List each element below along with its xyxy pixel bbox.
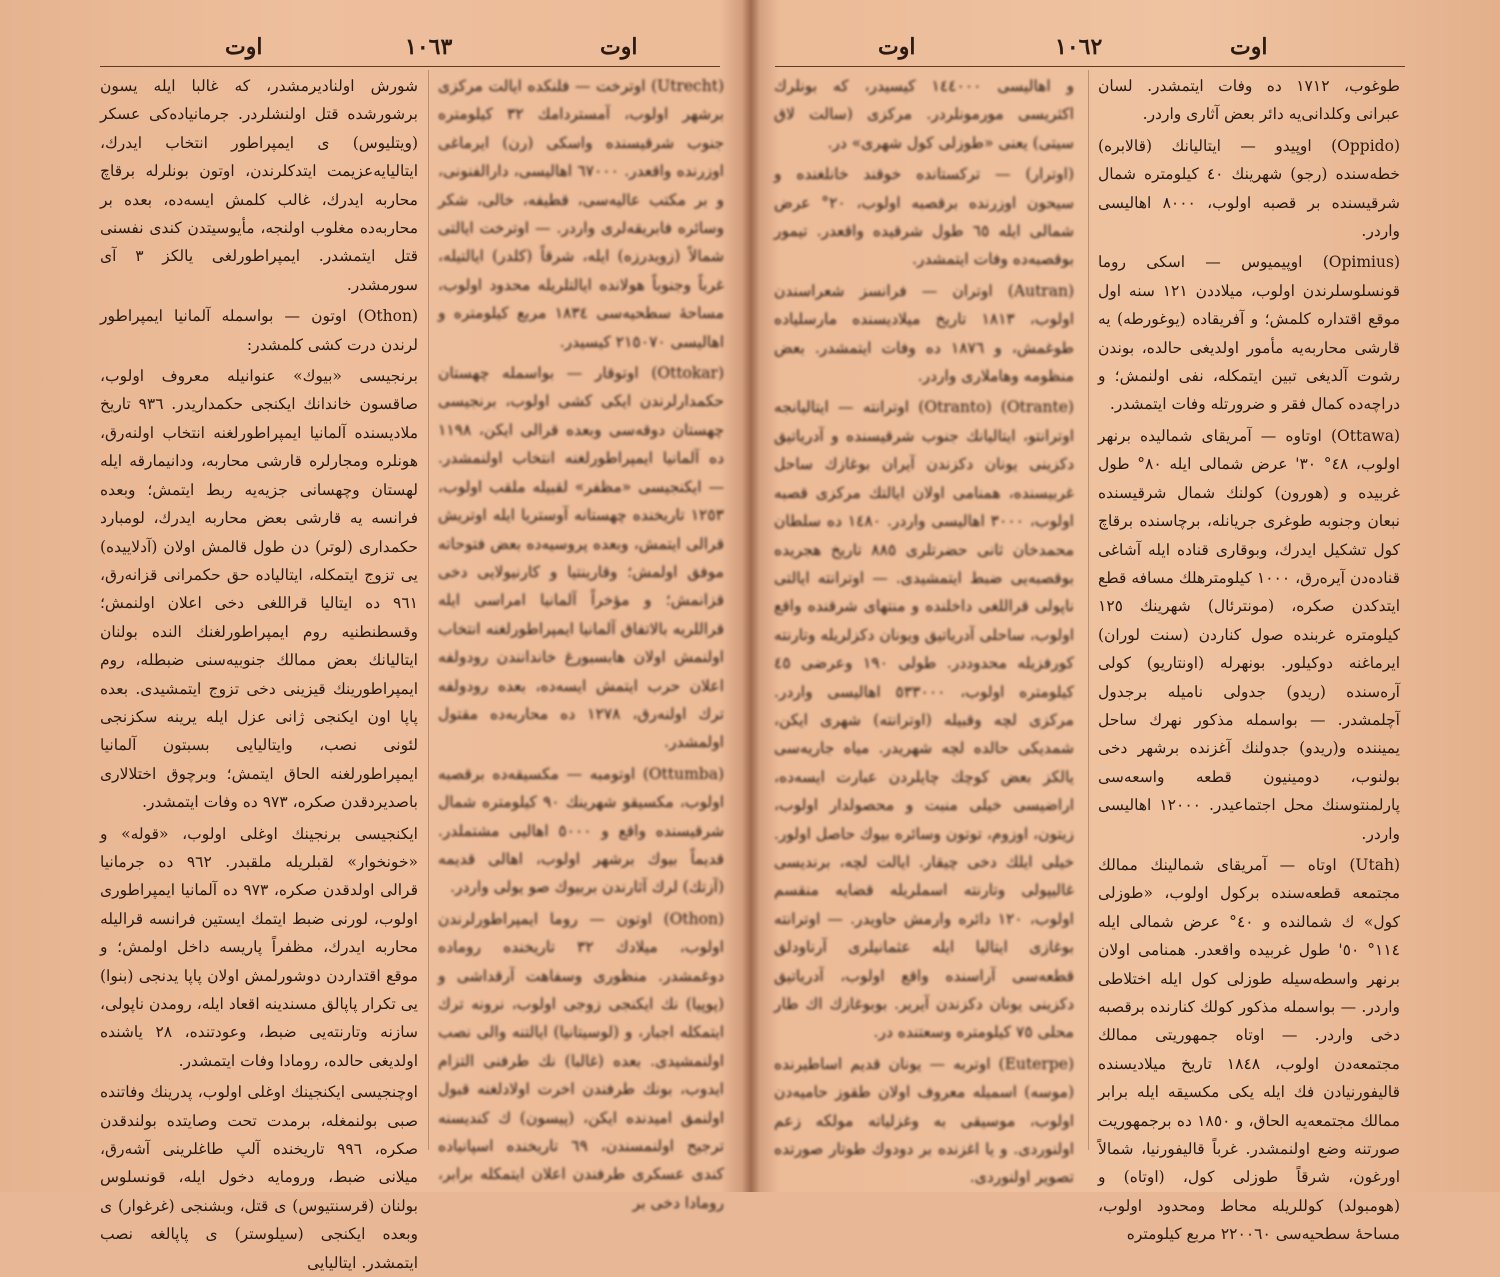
column-divider xyxy=(1088,70,1089,1150)
entry-ottumba: (Ottumba) اوتومبه — مكسیقه‌ده برقصبه اولوب، مكسیقو شهرینك ٩٠ كیلومتره شمال شرقیسنده واقع و ٥٠٠٠ اهالیی مشتملدر. قدیماً بیوك برشهر اولوب، اهالی قدیمه (آزتك) لرك آثارندن بربیوك صو یولی واردر. xyxy=(438,764,724,897)
entry-utah: (Utah) اوتاه — آمریقای شمالینك ممالك مجتمعه قطعه‌سنده بركول اولوب، «طوزلی كول» ك شمالنده و ٤٠° عرض شمالی ایله ١١٤° ٥٠' طول غربیده واقعدر. همنامی اولان برنهر واسطه‌سیله طوزلی كول ایله اختلاطی واردر. — بواسمله مذكور كولك كنارنده برقصبه دخی واردر. — اوتاه جمهوریتی ممالك مجتمعه‌دن اولوب، ١٨٤٨ تاریخ میلادیسنده قالیفورنیادن فك ایله یكی مكسیقه ایله برابر ممالك مجتمعه‌یه الحاق، و ١٨٥٠ ده برجمهوریت صورتنه وضع اولنمشدر. غرباً قالیفورنیا، شمالاً اورغون، شرقاً طوزلی كول، (اوتاه) و (هومبولد) كوللریله محاط ومحدود اولوب، مساحهٔ سطحیه‌سی ٢٢٠٠٦٠ مربع كیلومتره xyxy=(1098,855,1401,1244)
text-paragraph: و اهالیسی ١٤٤٠٠٠ كیسیدر، كه بونلرك اكثریسی مورمونلردر. مركزی (سالت لاق سیتی) یعنی «طوزلی كول شهری» در. xyxy=(774,77,1074,152)
left-page-inner-column xyxy=(438,72,724,1212)
right-page-header xyxy=(760,34,1500,68)
entry-otrar: (اوترار) — تركستانده خوقند خانلغنده و سیحون اوزرنده برقصبه اولوب، ٢٠° عرض شمالی ایله ٦٥ طول شرقیده واقعدر. تیمور بوقصبه‌ده وفات ایتمشدر. xyxy=(774,165,1075,269)
left-page xyxy=(0,0,742,1272)
header-rule xyxy=(775,66,1405,67)
page-number: ١٠٦٢ xyxy=(1055,34,1103,60)
entry-othon-heading: (Othon) اوتون — بواسمله آلمانیا ایمپراطور لرندن درت كشی كلمشدر: xyxy=(100,307,418,354)
entry-euterpe: (Euterpe) اوتربه — یونان قدیم اساطیرنده (موسه) اسمیله معروف اولان طقوز حامیه‌دن اولوب، موسیقی به وغزلیاته مولكه زعم اولنوردی. و یا اغزنده بر دودوك طوتار صورتده تصویر اولنوردی. xyxy=(774,1054,1074,1187)
header-rule xyxy=(100,66,720,67)
column-divider xyxy=(428,70,429,1150)
book-gutter xyxy=(742,0,760,1192)
running-head-outer: اوت xyxy=(1230,34,1268,60)
entry-opimius: (Opimius) اوپیمیوس — اسكی روما قونسلوسلرندن اولوب، میلاددن ١٢١ سنه اول موقع اقتداره كلمش؛ و آفریقاده (یوغورطه) یه قارشی محاربه‌یه مأمور اولدیغی حالده، بوندن رشوت آلدیغی تبین ایتمكله، نفی اولنمش؛ و دراچه‌ده كمال فقر و ضرورتله وفات ایتمشدر. xyxy=(1098,253,1400,414)
entry-autran: (Autran) اوتران — فرانسز شعراسندن اولوب، ١٨١٣ تاریخ میلادیسنده مارسلیاده طوغمش، و ١٨٧٦ ده وفات ایتمشدر. بعض منظومه وهاملاری واردر. xyxy=(774,281,1075,386)
left-page-outer-column xyxy=(100,72,419,1272)
running-head-inner: اوت xyxy=(600,34,638,60)
running-head-inner: اوت xyxy=(878,34,916,60)
text-paragraph: ایكنجیسی برنجینك اوغلی اولوب، «قوله» و «خونخوار» لقبلریله ملقبدر. ٩٦٢ ده جرمانیا قرالی اولدقدن صكره، ٩٧٣ ده آلمانیا ایمپراطوری اولوب، لورنی ضبط ایتمك ایستین فرانسه قرالیله محاربه ایدرك، مظفراً پاریسه داخل اولمش؛ و موقع اقتداردن دوشورلمش اولان پاپا یدنجی (بنوا) یی تكرار پاپالق مسندینه اقعاد ایله، رومدن ناپولی، سازنه وتارنته‌یی ضبط، وعودتنده، ٢٨ یاشنده اولدیغی حالده، رومادا وفات ایتمشدر. xyxy=(100,824,419,1070)
text-paragraph: شورش اولنادیرمشدر، كه غالبا ایله یسون برشورشده قتل اولنشلردر. جرمانیاده‌كی عسكر (ویتلیوس) ی ایمپراطور انتخاب ایدرك، ایتالیایه‌عزیمت ایتدكلرندن، اوتون بونلرله برقاچ محاربه ایدرك، غالب كلمش ایسه‌ده، بعده بر محاربه‌ده مغلوب اولنجه، مأیوسیتدن كندی نفسنی قتل ایتمشدر. ایمپراطورلغی یالكز ٣ آی سورمشدر. xyxy=(100,77,418,294)
right-page xyxy=(760,0,1500,1244)
entry-othon-roman: (Othon) اوتون — روما ایمپراطورلرندن اولوب، میلادك ٣٢ تاریخنده روماده دوغمشدر. منظوری وسفاهت آرقداشی و (پوپیا) نك ایكنجی زوجی اولوب، نرونه ترك ایتمكله اجبار، و (لوسیتانیا) ایالتنه والی نصب اولنمشیدی. بعده (غالبا) نك طرفنی التزام ایدوب، بونك طرفندن اخرت اولادلغنه قبول اولنمق امیدنده ایكن، (پیسون) ك كندیسنه ترجیح اولنمسندن، ٦٩ تاریخنده اسپانیاده كندی عسكری طرفندن اعلان ایتمكله برابر، رومادا دخی بر xyxy=(438,909,724,1212)
entry-oppido: (Oppido) اوپیدو — ایتالیانك (قالابره) خطه‌سنده (رجو) شهرینك ٤٠ كیلومتره شمال شرقیسنده بر قصبه اولوب، ٨٠٠٠ اهالیسی واردر. xyxy=(1098,136,1401,241)
page-number: ١٠٦٣ xyxy=(405,34,453,60)
text-paragraph: برنجیسی «بیوك» عنوانیله معروف اولوب، صاقسون خاندانك ایكنجی حكمداریدر. ٩٣٦ تاریخ ملادیسنده آلمانیا ایمپراطورلغنه انتخاب اولنه‌رق، هونلره ومجارلره قارشی محاربه، ودانیمارقه ایله لهستان وچهسانی جزیه‌یه ربط ایتمش؛ وبعده فرانسه یه قارشی بعض محاربه ایدرك، لومبارد حكمداری (لوتر) دن طول قالمش اولان (آدلاییده) یی تزوج ایتمكله، ایتالیاده حق حكمرانی قزانه‌رق، ٩٦١ ده ایتالیا قراللغی دخی اعلان اولنمش؛ وقسطنطنیه روم ایمپراطورلغنك النده بولنان ایتالیانك بعض ممالك جنوبیه‌سنی ضبطله، روم ایمپراطورینك قیزینی دخی تزوج ایتمشیدی. بعده پاپا اون ایكنجی ژانی عزل ایله یرینه سكزنجی لئونی نصب، وایتالیایی بسبتون آلمانیا ایمپراطورلغنه الحاق ایتمش؛ وبرچوق اختلالاری باصدیردقدن صكره، ٩٧٣ ده وفات ایتمشدر. xyxy=(100,367,418,812)
right-page-inner-column xyxy=(774,72,1075,1187)
entry-ottokar: (Ottokar) اوتوقار — بواسمله چهستان حكمدارلرندن ایكی كشی اولوب، برنجیسی چهستان دوقه‌سی وبعده قرالی ایكن، ١١٩٨ ده آلمانیا ایمپراطورلغنه انتخاب اولنمشدر. — ایكنجیسی «مظفر» لقبیله ملقب اولوب، ١٢٥٣ تاریخنده چهستانه آوستریا ایله اوتریش قرالی ایتمش، وبعده پروسیه‌ده بعض فتوحاته موفق اولمش؛ وقارینتیا و كارنیولایی دخی قزانمش؛ و مؤخراً آلمانیا امراسی ایله قراللریه بالاتفاق آلمانیا ایمپراطورلغنه انتخاب اولنمش اولان هابسبورغ خاندانندن رودولفه اعلان حرب ایتمش ایسه‌ده، بعده رودولفه ترك اولنه‌رق، ١٢٧٨ ده محاربه‌ده مقتول اولمشدر. xyxy=(438,364,724,752)
running-head-outer: اوت xyxy=(225,34,263,60)
entry-utrecht: (Utrecht) اوترخت — فلنكده ایالت مركزی برشهر اولوب، آمستردامك ٣٢ كیلومتره جنوب شرقیسنده واسكی (رن) ایرماغی اوزرنده واقعدر. ٦٧٠٠٠ اهالیسی، دارالفنونی، و بر مكتب عالیه‌سی، قطیفه، خالی، شكر وسائره فابریقه‌لری واردر. — اوترخت ایالتی شمالاً (زویدرزه) ایله، شرقاً (كلدر) ایالتیله، غرباً وجنوباً هولانده ایالتلریله محدود اولوب، مساحهٔ سطحیه‌سی ١٨٣٤ مربع كیلومتره و اهالیسی ٢١٥٠٧٠ كیسیدر. xyxy=(438,77,724,351)
entry-otranto: (Otrante) (Otranto) اوترانته — ایتالیانجه اوترانتو، ایتالیانك جنوب شرقیسنده و آدریاتیق دكزینی یونان دكزندن آیران بوغازك ساحل غربیسنده، همنامی اولان ایالتك مركزی قصبه اولوب، ٣٠٠٠ اهالیسی واردر. ١٤٨٠ ده سلطان محمدخان ثانی حضرتلری ٨٨٥ تاریخ هجریده بوقصبه‌یی ضبط ایتمشیدی. — اوترانته ایالتی ناپولی قراللغی داخلنده و منتهای شرقنده واقع اولوب، ساحلی آدریاتیق ویونان دكزلریله وتارنته كورفزیله محدوددر. طولی ١٩٠ وعرضی ٤٥ كیلومتره اولوب، ٥٣٣٠٠٠ اهالیسی واردر. مركزی لچه وقبیله (اوترانته) شهری ایكن، شمدیكی حالده لچه شهریدر. میاه جاریه‌سی یالكز بعض كوچك چایلردن عبارت ایسه‌ده، اراضیسی خیلی منبت و محصولدار اولوب، زیتون، اوزوم، توتون وسائره بیوك حاصل اولور. خیلی ایلك دخی چیقار. ایالت لچه، برندیسی غالیپولی وتارنته اسملریله قضایه منقسم اولوب، ١٢٠ دائره وارمش حاویدر. — اوترانته بوغازی ایتالیا ایله عثمانیلری آرناودلق قطعه‌سی آراسنده واقع اولوب، آدریاتیق دكزینی یونان دكزندن آیریر. بوبوغازك اك طار محلی ٧٥ كیلومتره وسعتنده در. xyxy=(774,398,1074,1042)
left-page-header xyxy=(0,34,742,68)
text-paragraph: طوغوب، ١٧١٢ ده وفات ایتمشدر. لسان عبرانی وكلدانی‌یه دائر بعض آثاری واردر. xyxy=(1098,77,1401,124)
right-page-outer-column xyxy=(1098,72,1401,1244)
text-paragraph: اوچنجیسی ایكنجینك اوغلی اولوب، پدرینك وفاتنده صبی بولنمغله، برمدت تحت وصایتده بولندقدن صكره، ٩٩٦ تاریخنده آلپ طاغلرینی آشه‌رق، میلانی ضبط، ورومایه دخول ایله، قونسلوس بولنان (قرسنتیوس) ی قتل، وبشنجی (غرغوار) ی وبعده ایكنجی (سیلوستر) ی پاپالغه نصب ایتمشدر. ایتالیایی xyxy=(100,1083,419,1272)
entry-ottawa: (Ottawa) اوتاوه — آمریقای شمالیده برنهر اولوب، ٤٨° ٣٠' عرض شمالی ایله ٨٠° طول غربیده و (هورون) كولنك شمال شرقیسنده نبعان وجنوبه طوغری جریانله، برچاسنده برقاچ كول تشكیل ایدرك، وبوقاری قناده ایله آشاغی قناده‌دن آیره‌رق، ١٠٠٠ كیلومترهلك مسافه قطع ایتدكدن صكره، (مونترئال) شهرینك ١٢٥ كیلومتره غربنده صول كناردن (سنت لوران) ایرماغنه دوكیلور. بونهرله (اونتاریو) كولی آره‌سنده (ریدو) جدولی نامیله برجدول آچلمشدر. — بواسمله مذكور نهرك ساحل یمیننده و(ریدو) جدولنك آغزنده برشهر دخی بولنوب، دومینیون قطعه واسعه‌سی پارلمنتوسنك محل اجتماعیدر. ١٢٠٠٠ اهالیسی واردر. xyxy=(1098,426,1400,843)
